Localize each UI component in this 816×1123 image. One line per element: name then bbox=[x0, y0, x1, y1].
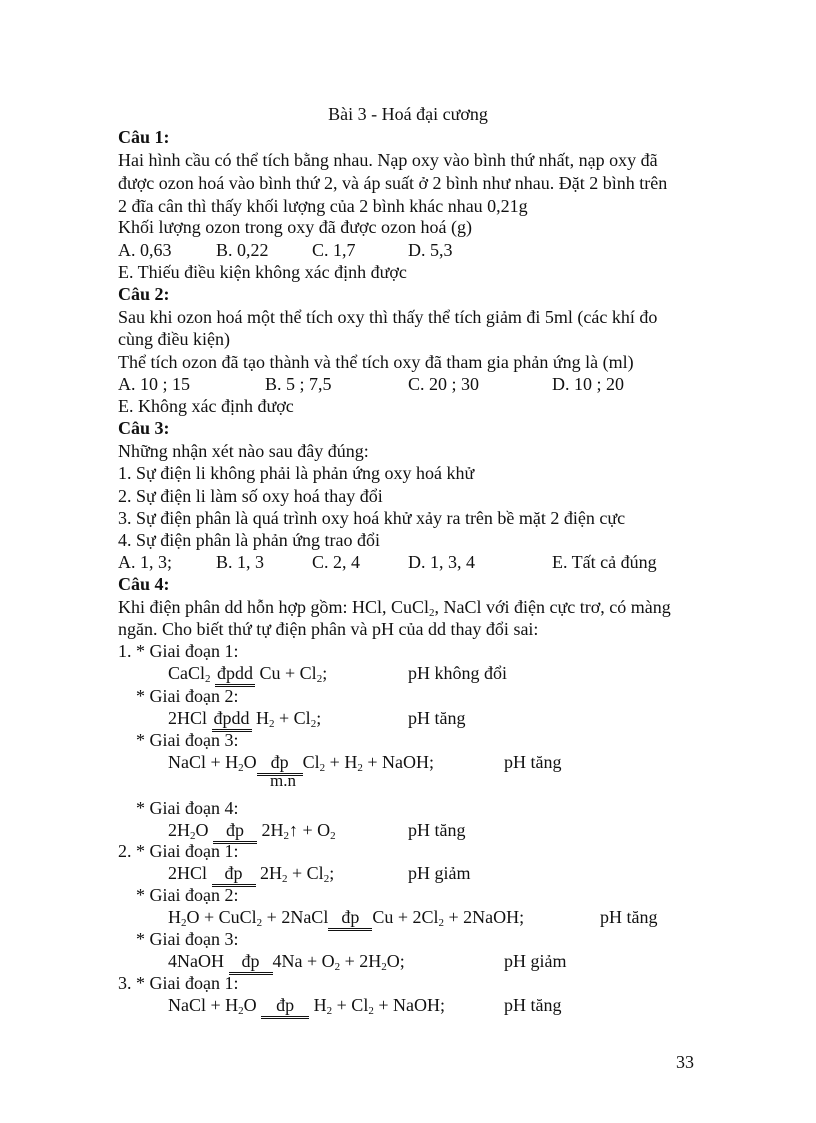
q3-statement: 1. Sự điện li không phải là phản ứng oxy hoá khử bbox=[118, 463, 475, 483]
q1-option-a: A. 0,63 bbox=[118, 240, 172, 260]
q4-text-line: ngăn. Cho biết thứ tự điện phân và pH của dd thay đổi sai: bbox=[118, 619, 539, 639]
equation: $2H_2O$ đp $2H_2↑ + O_2$ bbox=[168, 820, 336, 842]
page-number: 33 bbox=[676, 1052, 694, 1072]
q2-option-e: E. Không xác định được bbox=[118, 396, 294, 416]
equation: $H_2O$ + CuCl$_2$ + 2NaCl đp $Cu + 2Cl_2$ + 2NaOH; bbox=[168, 907, 525, 929]
electrolysis-arrow: đpdd bbox=[213, 708, 250, 728]
stage-label: * Giai đoạn 3: bbox=[136, 929, 239, 949]
q2-option-d: D. 10 ; 20 bbox=[552, 374, 624, 394]
q1-heading: Câu 1: bbox=[118, 127, 170, 147]
q2-option-c: C. 20 ; 30 bbox=[408, 374, 480, 394]
electrolysis-arrow: đp bbox=[212, 862, 256, 884]
q1-text-line: Khối lượng ozon trong oxy đã được ozon hoá (g) bbox=[118, 217, 472, 237]
ph-note: pH tăng bbox=[504, 752, 562, 772]
equation: 2HCl đpdd $H_2 + Cl_2$; bbox=[168, 708, 322, 730]
q3-statement: 4. Sự điện phân là phản ứng trao đổi bbox=[118, 530, 380, 550]
q2-option-b: B. 5 ; 7,5 bbox=[265, 374, 332, 394]
stage-label: 1. * Giai đoạn 1: bbox=[118, 641, 239, 661]
membrane-note: m.n bbox=[270, 771, 296, 790]
q2-text-line: cùng điều kiện) bbox=[118, 329, 230, 349]
q3-text-line: Những nhận xét nào sau đây đúng: bbox=[118, 441, 369, 461]
q2-heading: Câu 2: bbox=[118, 284, 170, 304]
q3-option-e: E. Tất cả đúng bbox=[552, 552, 657, 572]
electrolysis-arrow: đp bbox=[261, 994, 309, 1016]
q3-option-d: D. 1, 3, 4 bbox=[408, 552, 475, 572]
ph-note: pH không đổi bbox=[408, 663, 507, 683]
q2-text-line: Thể tích ozon đã tạo thành và thể tích oxy đã tham gia phản ứng là (ml) bbox=[118, 352, 634, 372]
stage-label: * Giai đoạn 3: bbox=[136, 730, 239, 750]
electrolysis-arrow: đp bbox=[257, 751, 303, 773]
q1-option-c: C. 1,7 bbox=[312, 240, 356, 260]
electrolysis-arrow: đpdd bbox=[217, 663, 254, 683]
q3-statement: 2. Sự điện li làm số oxy hoá thay đổi bbox=[118, 486, 383, 506]
q3-option-c: C. 2, 4 bbox=[312, 552, 361, 572]
page-title: Bài 3 - Hoá đại cương bbox=[328, 104, 488, 124]
ph-note: pH tăng bbox=[408, 820, 466, 840]
q1-text-line: 2 đĩa cân thì thấy khối lượng của 2 bình khác nhau 0,21g bbox=[118, 196, 528, 216]
ph-note: pH tăng bbox=[408, 708, 466, 728]
q1-text-line: được ozon hoá vào bình thứ 2, và áp suất ở 2 bình như nhau. Đặt 2 bình trên bbox=[118, 173, 668, 193]
ph-note: pH tăng bbox=[504, 995, 562, 1015]
q4-text-line: Khi điện phân dd hỗn hợp gồm: HCl, CuCl$_2$, NaCl với điện cực trơ, có màng bbox=[118, 597, 671, 619]
equation: NaCl + $H_2O$ đp $Cl_2 + H_2$ + NaOH; bbox=[168, 752, 434, 774]
electrolysis-arrow: đp bbox=[229, 950, 273, 972]
ph-note: pH giảm bbox=[504, 951, 567, 971]
stage-label: * Giai đoạn 4: bbox=[136, 798, 239, 818]
electrolysis-arrow: đp bbox=[328, 906, 372, 928]
stage-label: * Giai đoạn 2: bbox=[136, 885, 239, 905]
stage-label: * Giai đoạn 2: bbox=[136, 686, 239, 706]
ph-note: pH giảm bbox=[408, 863, 471, 883]
stage-label: 2. * Giai đoạn 1: bbox=[118, 841, 239, 861]
q4-heading: Câu 4: bbox=[118, 574, 170, 594]
equation: NaCl + $H_2O$ đp $H_2 + Cl_2$ + NaOH; bbox=[168, 995, 445, 1017]
equation: 2HCl đp $2H_2 + Cl_2$; bbox=[168, 863, 335, 885]
q3-option-a: A. 1, 3; bbox=[118, 552, 172, 572]
q3-heading: Câu 3: bbox=[118, 418, 170, 438]
q1-option-b: B. 0,22 bbox=[216, 240, 269, 260]
ph-note: pH tăng bbox=[600, 907, 658, 927]
q1-option-d: D. 5,3 bbox=[408, 240, 453, 260]
q1-text-line: Hai hình cầu có thể tích bằng nhau. Nạp oxy vào bình thứ nhất, nạp oxy đã bbox=[118, 150, 658, 170]
electrolysis-arrow: đp bbox=[213, 819, 257, 841]
q2-text-line: Sau khi ozon hoá một thể tích oxy thì thấy thể tích giảm đi 5ml (các khí đo bbox=[118, 307, 658, 327]
equation: CaCl$_2$ đpdd $Cu + Cl_2$; bbox=[168, 663, 328, 685]
equation: 4NaOH đp $4Na + O_2 + 2H_2O$; bbox=[168, 951, 405, 973]
stage-label: 3. * Giai đoạn 1: bbox=[118, 973, 239, 993]
q3-option-b: B. 1, 3 bbox=[216, 552, 265, 572]
q2-option-a: A. 10 ; 15 bbox=[118, 374, 190, 394]
q1-option-e: E. Thiếu điều kiện không xác định được bbox=[118, 262, 407, 282]
q3-statement: 3. Sự điện phân là quá trình oxy hoá khử xảy ra trên bề mặt 2 điện cực bbox=[118, 508, 626, 528]
